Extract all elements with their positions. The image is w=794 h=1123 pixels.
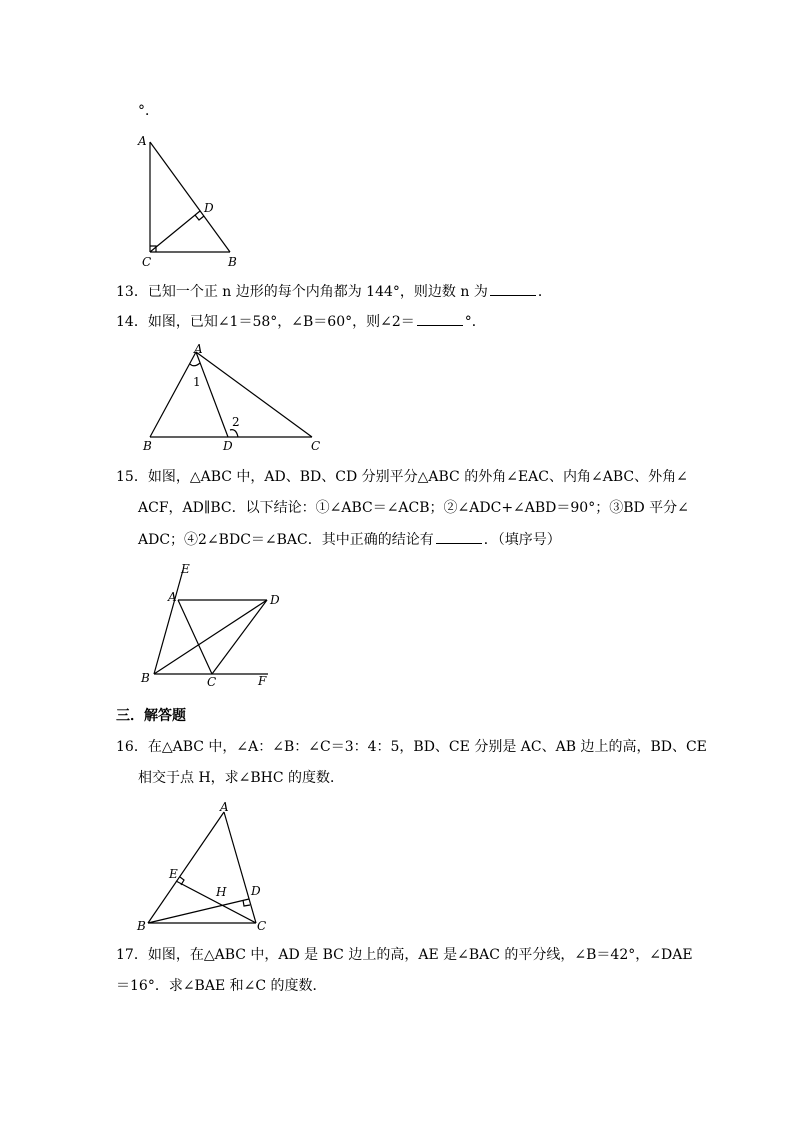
label-E: E xyxy=(169,867,178,881)
label-H: H xyxy=(216,885,227,899)
label-B: B xyxy=(141,671,150,685)
label-B: B xyxy=(228,255,237,269)
q13-end: ． xyxy=(537,284,552,300)
q14-end: °． xyxy=(464,314,486,330)
q16-figure xyxy=(136,796,286,936)
segment-AB xyxy=(148,812,224,923)
label-C: C xyxy=(207,675,217,689)
label-C: C xyxy=(311,439,321,453)
label-angle-1: 1 xyxy=(193,375,201,389)
q12-figure xyxy=(132,130,242,270)
q17-line2: ＝16°．求∠BAE 和∠C 的度数． xyxy=(116,978,327,994)
q13-text: 13．已知一个正 n 边形的每个内角都为 144°，则边数 n 为 xyxy=(116,284,488,300)
segment-AC xyxy=(224,812,256,923)
q15-answer-blank[interactable] xyxy=(436,529,482,544)
q14-text: 14．如图，已知∠1＝58°，∠B＝60°，则∠2＝ xyxy=(116,314,415,330)
q14-figure xyxy=(140,342,330,454)
q14-answer-blank[interactable] xyxy=(417,311,463,326)
q17-line1: 17．如图，在△ABC 中，AD 是 BC 边上的高，AE 是∠BAC 的平分线，∠B＝42°，∠DAE xyxy=(116,947,693,963)
q15-line3-end: ．（填序号） xyxy=(483,532,561,548)
q15-line3-text: ADC；④2∠BDC＝∠BAC．其中正确的结论有 xyxy=(138,532,434,548)
segment-CD xyxy=(150,211,200,252)
label-D: D xyxy=(204,201,214,215)
section-3-heading: 三．解答题 xyxy=(116,708,186,724)
label-C: C xyxy=(142,255,152,269)
label-B: B xyxy=(137,919,146,933)
q16-line2: 相交于点 H，求∠BHC 的度数． xyxy=(138,770,345,786)
q15-line3 xyxy=(138,529,561,550)
q12-tail: °． xyxy=(138,103,159,119)
right-angle-mark-D xyxy=(243,900,250,906)
segment-AC xyxy=(196,352,312,437)
q15-line1: 15．如图，△ABC 中，AD、BD、CD 分别平分△ABC 的外角∠EAC、内角∠ABC、外角∠ xyxy=(116,469,688,485)
segment-AD xyxy=(196,352,228,437)
angle-1-arc xyxy=(190,363,200,366)
label-B: B xyxy=(143,439,152,453)
label-D: D xyxy=(223,439,233,453)
label-A: A xyxy=(220,800,229,814)
angle-2-arc xyxy=(230,430,238,437)
segment-AB xyxy=(150,352,196,437)
label-A: A xyxy=(138,134,147,148)
question-14 xyxy=(116,311,486,332)
question-13 xyxy=(116,281,552,302)
label-D: D xyxy=(251,884,261,898)
q15-figure xyxy=(138,560,298,690)
label-C: C xyxy=(257,919,267,933)
label-A: A xyxy=(168,590,177,604)
segment-AB xyxy=(150,142,230,252)
q16-line1: 16．在△ABC 中，∠A：∠B：∠C＝3：4：5，BD、CE 分别是 AC、AB 边上的高，BD、CE xyxy=(116,739,707,755)
q15-line2: ACF，AD∥BC．以下结论：①∠ABC＝∠ACB；②∠ADC+∠ABD＝90°；③BD 平分∠ xyxy=(138,500,689,516)
segment-AC xyxy=(178,600,212,674)
q13-answer-blank[interactable] xyxy=(490,281,536,296)
label-A: A xyxy=(194,342,203,356)
label-F: F xyxy=(258,674,267,688)
label-D: D xyxy=(270,593,280,607)
label-angle-2: 2 xyxy=(232,415,240,429)
segment-CD xyxy=(212,600,267,674)
right-angle-mark-D xyxy=(195,215,204,220)
label-E: E xyxy=(181,562,190,576)
